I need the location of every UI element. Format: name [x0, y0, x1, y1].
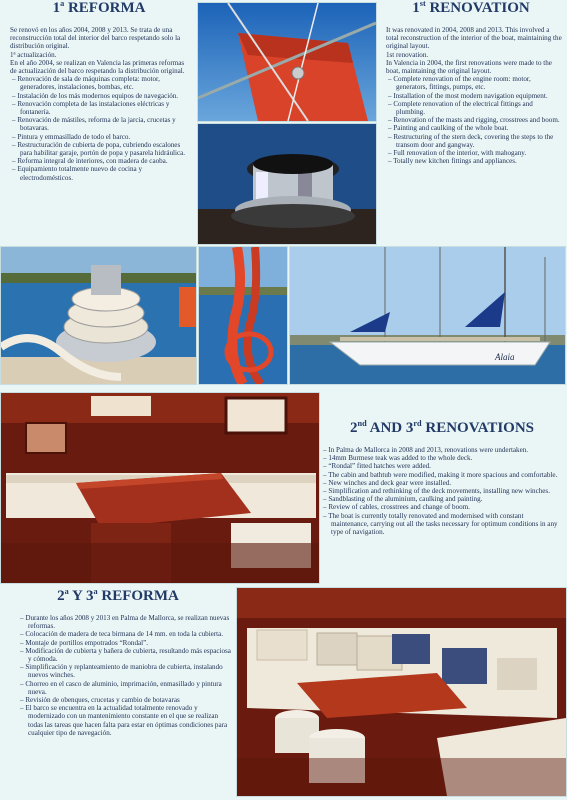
list-item: – Reforma integral de interiores, con madera de caoba. [10, 157, 192, 165]
list-item: – Painting and caulking of the whole boat. [386, 124, 562, 132]
en1-intro-2: 1st renovation. [386, 50, 429, 59]
list-item: – 14mm Burmese teak was added to the whole deck. [321, 454, 561, 462]
list-item: – El barco se encuentra en la actualidad totalmente renovado y modernizado con un mantenimiento constante en el que se realizan todas las tareas que hacen falta para estar en óptimas condiciones para cualquier tipo de navegación. [18, 704, 232, 737]
list-item: – Montaje de portillos empotrados “Rondal”. [18, 639, 232, 647]
list-item: – Colocación de madera de teca birmana de 14 mm. en toda la cubierta. [18, 630, 232, 638]
list-item: – Simplificación y replanteamiento de maniobra de cubierta, instalando nuevos winches. [18, 663, 232, 679]
list-item: – Installation of the most modern navigation equipment. [386, 92, 562, 100]
es2-list [18, 614, 232, 737]
photo-rope-coil-winch [0, 246, 197, 385]
en1-list [386, 75, 562, 165]
list-item: – Renovación de mástiles, reforma de la jarcia, crucetas y botavaras. [10, 116, 192, 132]
list-item: – Totally new kitchen fittings and appliances. [386, 157, 562, 165]
list-item: – Restructuración de cubierta de popa, cubriendo escalones para habilitar garaje, portón de popa y pasarela hidráulica. [10, 141, 192, 157]
list-item: – Pintura y emmasillado de todo el barco. [10, 133, 192, 141]
list-item: – Complete renovation of the electrical fittings and plumbing. [386, 100, 562, 116]
photo-winch [197, 123, 377, 245]
es1-intro-2: 1ª actualización. [10, 50, 57, 59]
es1-intro-1: Se renovó en los años 2004, 2008 y 2013. Se trata de una reconstrucción total del interior del barco respetando solo la distribución original. [10, 26, 181, 51]
list-item: – The cabin and bathtub were modified, making it more spacious and comfortable. [321, 471, 561, 479]
en-section2-title: 2nd AND 3rd RENOVATIONS [350, 419, 534, 436]
en1-intro-3: In Valencia in 2004, the first renovations were made to the boat, maintaining the original layout. [386, 58, 552, 76]
list-item: – Simplification and rethinking of the deck movements, installing new winches. [321, 487, 561, 495]
list-item: – Renovation of the masts and rigging, crosstrees and boom. [386, 116, 562, 124]
en-section1-title: 1st RENOVATION [412, 0, 530, 16]
list-item: – Sandblasting of the aluminium, caulking and painting. [321, 495, 561, 503]
es-section1-title: 1$^a$ REFORMA [52, 0, 146, 16]
es-section1-body [10, 26, 192, 182]
list-item: – “Rondal” fitted hatches were added. [321, 462, 561, 470]
es1-intro-3: En el año 2004, se realizan en Valencia las primeras reformas de actualización del barco respetando la distribución original. [10, 58, 185, 76]
photo-saloon-sofas [236, 587, 567, 797]
en-section1-body [386, 26, 562, 165]
list-item: – The boat is currently totally renovated and modernised with constant maintenance, carrying out all the tasks necessary for optimum conditions in any type of navigation. [321, 512, 561, 537]
en2-list [321, 446, 561, 536]
list-item: – In Palma de Mallorca in 2008 and 2013, renovations were undertaken. [321, 446, 561, 454]
list-item: – Durante los años 2008 y 2013 en Palma de Mallorca, se realizan nuevas reformas. [18, 614, 232, 630]
list-item: – Renovación de sala de máquinas completa: motor, generadores, instalaciones, bombas, etc. [10, 75, 192, 91]
list-item: – New winches and deck gear were installed. [321, 479, 561, 487]
es-section2-title: 2$^a$ Y 3$^a$ REFORMA [57, 587, 179, 604]
list-item: – Full renovation of the interior, with mahogany. [386, 149, 562, 157]
list-item: – Instalación de los más modernos equipos de navegación. [10, 92, 192, 100]
list-item: – Revisión de obenques, crucetas y cambio de botavaras [18, 696, 232, 704]
photo-sailboat-alaia [289, 246, 566, 385]
es1-list [10, 75, 192, 182]
list-item: – Review of cables, crosstrees and change of boom. [321, 503, 561, 511]
en-section2-body [321, 446, 561, 536]
en1-intro-1: It was renovated in 2004, 2008 and 2013. This involved a total reconstruction of the interior of the boat, maintaining the original layout. [386, 26, 562, 51]
list-item: – Renovación completa de las instalaciones eléctricas y fontanería. [10, 100, 192, 116]
photo-red-sail-rigging [197, 2, 377, 122]
photo-red-ropes [198, 246, 288, 385]
boat-name-label: Alaia [495, 352, 515, 362]
list-item: – Complete renovation of the engine room: motor, generators, fittings, pumps, etc. [386, 75, 562, 91]
list-item: – Chorreo en el casco de aluminio, imprimación, enmasillado y pintura nueva. [18, 680, 232, 696]
list-item: – Restructuring of the stern deck, covering the steps to the transom door and gangway. [386, 133, 562, 149]
es-section2-body [18, 614, 232, 737]
list-item: – Modificación de cubierta y bañera de cubierta, resultando más espaciosa y cómoda. [18, 647, 232, 663]
list-item: – Equipamiento totalmente nuevo de cocina y electrodomésticos. [10, 165, 192, 181]
photo-cabin-dining [0, 392, 320, 584]
